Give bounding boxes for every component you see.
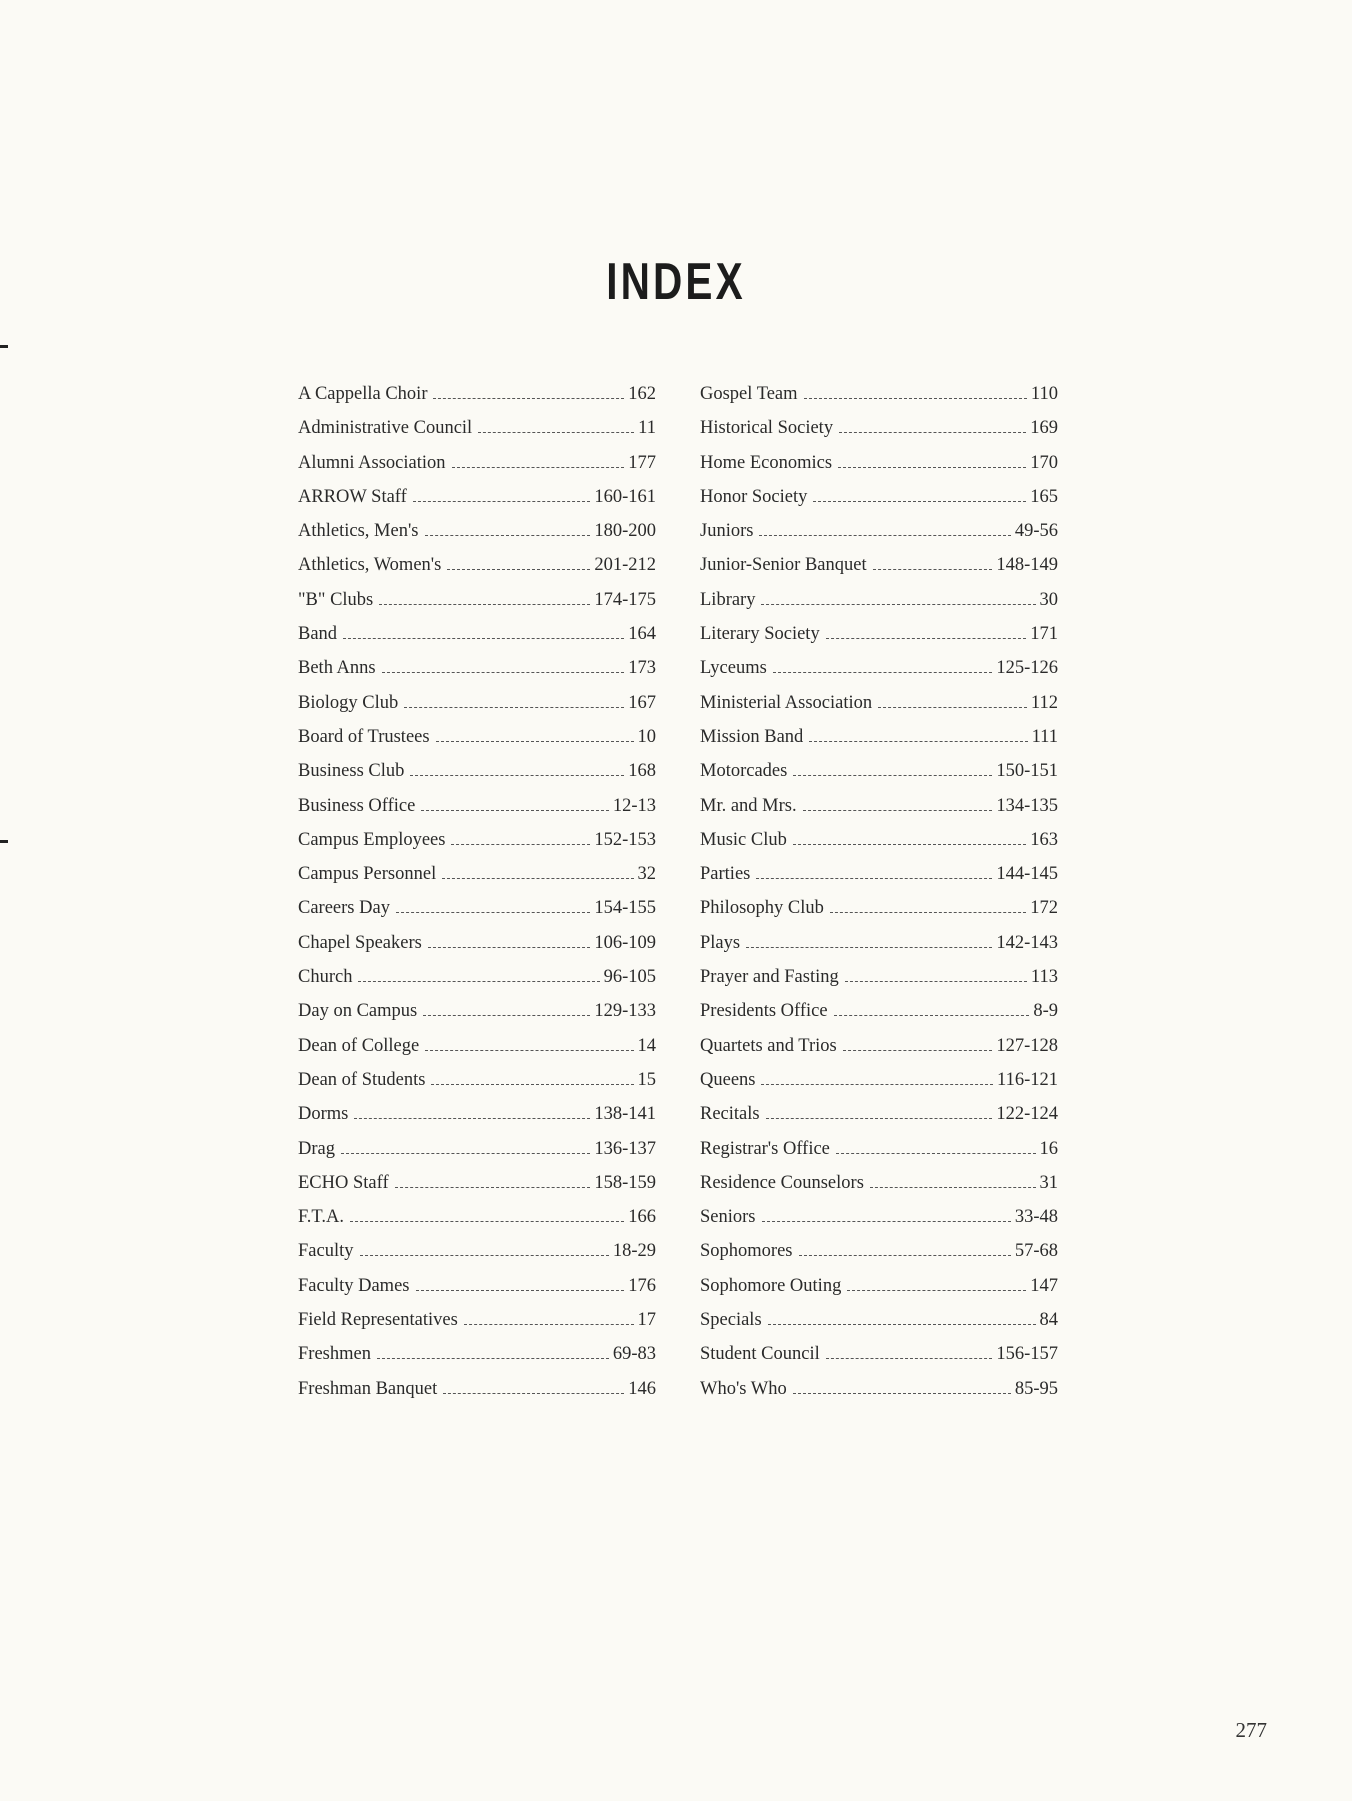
index-entry	[700, 1139, 1058, 1173]
dot-leader	[834, 1014, 1030, 1016]
index-entry	[700, 418, 1058, 452]
dot-leader	[413, 500, 591, 502]
dot-leader	[839, 431, 1026, 433]
dot-leader	[773, 671, 993, 673]
dot-leader	[436, 740, 634, 742]
dot-leader	[395, 1186, 591, 1188]
index-entry-name: Sophomore Outing	[700, 1275, 842, 1296]
dot-leader	[845, 980, 1027, 982]
index-entry-page: 156-157	[996, 1344, 1058, 1365]
dot-leader	[878, 706, 1027, 708]
dot-leader	[836, 1152, 1036, 1154]
index-entry	[298, 693, 656, 727]
index-entry-name: Who's Who	[700, 1378, 787, 1399]
index-entry	[298, 453, 656, 487]
index-entry	[298, 761, 656, 795]
index-entry-page: 14	[637, 1035, 656, 1056]
index-entry	[298, 418, 656, 452]
index-entry-page: 16	[1039, 1138, 1058, 1159]
index-entry	[700, 830, 1058, 864]
dot-leader	[404, 706, 624, 708]
index-entry	[298, 796, 656, 830]
index-entry-page: 33-48	[1014, 1207, 1058, 1228]
index-entry	[700, 1104, 1058, 1138]
index-entry	[298, 487, 656, 521]
index-entry	[700, 624, 1058, 658]
index-entry	[700, 487, 1058, 521]
index-entry	[700, 1070, 1058, 1104]
index-entry-name: Freshman Banquet	[298, 1378, 438, 1399]
index-entry-name: Drag	[298, 1138, 335, 1159]
index-entry-name: Philosophy Club	[700, 898, 824, 919]
index-entry-name: Careers Day	[298, 898, 390, 919]
index-entry	[700, 967, 1058, 1001]
dot-leader	[746, 946, 992, 948]
index-entry-page: 146	[628, 1378, 656, 1399]
index-entry-name: "B" Clubs	[298, 589, 374, 610]
index-entry-page: 168	[628, 761, 656, 782]
index-entry-name: Faculty	[298, 1241, 354, 1262]
index-entry-page: 112	[1030, 692, 1058, 713]
index-entry-page: 127-128	[996, 1035, 1058, 1056]
index-entry-page: 150-151	[996, 761, 1058, 782]
index-entry-page: 57-68	[1014, 1241, 1058, 1262]
index-entry-name: ARROW Staff	[298, 486, 407, 507]
dot-leader	[838, 466, 1026, 468]
index-entry-name: Faculty Dames	[298, 1275, 410, 1296]
index-entry-name: Dean of College	[298, 1035, 420, 1056]
index-entry-name: Athletics, Women's	[298, 555, 442, 576]
index-entry-name: Dean of Students	[298, 1069, 426, 1090]
index-entry-page: 148-149	[996, 555, 1058, 576]
dot-leader	[762, 1220, 1011, 1222]
index-entry-name: Alumni Association	[298, 452, 446, 473]
index-entry-name: Student Council	[700, 1344, 820, 1365]
index-entry	[298, 1173, 656, 1207]
index-entry-name: Field Representatives	[298, 1310, 458, 1331]
index-entry-name: Beth Anns	[298, 658, 376, 679]
dot-leader	[804, 397, 1027, 399]
index-entry	[700, 1036, 1058, 1070]
index-entry	[700, 1379, 1058, 1413]
index-entry-page: 111	[1031, 726, 1058, 747]
index-entry-page: 136-137	[594, 1138, 656, 1159]
index-entry-page: 174-175	[594, 589, 656, 610]
index-entry-name: Freshmen	[298, 1344, 371, 1365]
index-entry-name: Dorms	[298, 1104, 349, 1125]
index-entry-page: 134-135	[996, 795, 1058, 816]
index-entry-name: Ministerial Association	[700, 692, 873, 713]
index-entry	[700, 1001, 1058, 1035]
index-entry	[700, 590, 1058, 624]
index-entry	[298, 1104, 656, 1138]
index-entry-name: Seniors	[700, 1207, 756, 1228]
dot-leader	[761, 603, 1035, 605]
index-entry-page: 125-126	[996, 658, 1058, 679]
index-entry-page: 17	[637, 1310, 656, 1331]
index-entry	[700, 1310, 1058, 1344]
index-entry-name: Registrar's Office	[700, 1138, 830, 1159]
index-entry-page: 18-29	[612, 1241, 656, 1262]
index-entry-page: 154-155	[594, 898, 656, 919]
index-entry	[700, 521, 1058, 555]
index-entry	[700, 1276, 1058, 1310]
index-entry-page: 163	[1030, 829, 1058, 850]
dot-leader	[416, 1289, 625, 1291]
index-entry-name: Motorcades	[700, 761, 788, 782]
index-entry	[298, 1001, 656, 1035]
index-entry	[700, 693, 1058, 727]
dot-leader	[478, 431, 634, 433]
index-entry-name: Business Office	[298, 795, 416, 816]
index-entry-page: 110	[1030, 384, 1058, 404]
index-entry-name: Home Economics	[700, 452, 833, 473]
index-entry-page: 173	[628, 658, 656, 679]
dot-leader	[377, 1357, 609, 1359]
index-entry-name: Biology Club	[298, 692, 399, 713]
dot-leader	[843, 1049, 993, 1051]
index-entry-page: 158-159	[594, 1172, 656, 1193]
dot-leader	[870, 1186, 1036, 1188]
index-entry-name: A Cappella Choir	[298, 384, 428, 404]
index-entry-page: 49-56	[1014, 521, 1058, 542]
dot-leader	[768, 1323, 1036, 1325]
index-entry-name: Lyceums	[700, 658, 767, 679]
index-entry-name: Mr. and Mrs.	[700, 795, 797, 816]
index-entry	[700, 658, 1058, 692]
index-entry-page: 170	[1030, 452, 1058, 473]
index-entry-page: 162	[628, 384, 656, 404]
page-number: 277	[1235, 1718, 1267, 1742]
dot-leader	[793, 843, 1026, 845]
dot-leader	[766, 1117, 993, 1119]
index-entry-name: Literary Society	[700, 624, 820, 645]
dot-leader	[343, 637, 624, 639]
edge-mark-2	[0, 840, 8, 843]
index-entry-name: Juniors	[700, 521, 754, 542]
index-entry-page: 177	[628, 452, 656, 473]
dot-leader	[830, 911, 1026, 913]
index-entry	[700, 453, 1058, 487]
index-entry-name: Business Club	[298, 761, 405, 782]
index-entry-page: 122-124	[996, 1104, 1058, 1125]
index-entry-name: Library	[700, 589, 756, 610]
dot-leader	[813, 500, 1026, 502]
index-entry	[700, 898, 1058, 932]
index-entry-name: Administrative Council	[298, 418, 473, 439]
index-entry-page: 164	[628, 624, 656, 645]
index-column-right	[700, 384, 1058, 1413]
index-entry-name: Band	[298, 624, 338, 645]
index-entry	[298, 658, 656, 692]
index-entry	[298, 384, 656, 418]
index-entry-name: Church	[298, 967, 353, 988]
index-entry-page: 165	[1030, 486, 1058, 507]
index-entry-name: Campus Employees	[298, 829, 446, 850]
index-entry	[298, 521, 656, 555]
dot-leader	[423, 1014, 590, 1016]
index-entry-name: Historical Society	[700, 418, 834, 439]
index-entry	[298, 727, 656, 761]
index-entry	[298, 967, 656, 1001]
index-entry	[298, 830, 656, 864]
index-entry	[298, 1139, 656, 1173]
index-column-left	[298, 384, 656, 1413]
index-entry-page: 176	[628, 1275, 656, 1296]
index-entry-page: 142-143	[996, 932, 1058, 953]
index-entry	[700, 1207, 1058, 1241]
index-entry-page: 69-83	[612, 1344, 656, 1365]
dot-leader	[803, 809, 993, 811]
index-entry-page: 96-105	[603, 967, 656, 988]
index-entry-name: Presidents Office	[700, 1001, 828, 1022]
index-entry-page: 171	[1030, 624, 1058, 645]
edge-mark-1	[0, 345, 8, 348]
dot-leader	[421, 809, 609, 811]
index-entry-page: 30	[1039, 589, 1058, 610]
index-entry-name: Queens	[700, 1069, 756, 1090]
index-entry-page: 147	[1030, 1275, 1058, 1296]
index-entry	[298, 1379, 656, 1413]
index-entry-page: 32	[637, 864, 656, 885]
index-entry-name: Junior-Senior Banquet	[700, 555, 867, 576]
page-title: INDEX	[606, 253, 746, 311]
dot-leader	[826, 1357, 993, 1359]
index-entry-page: 169	[1030, 418, 1058, 439]
index-entry-name: Recitals	[700, 1104, 760, 1125]
index-entry	[298, 1207, 656, 1241]
dot-leader	[442, 877, 633, 879]
index-entry-page: 201-212	[594, 555, 656, 576]
index-entry	[700, 555, 1058, 589]
index-entry-page: 12-13	[612, 795, 656, 816]
index-entry	[298, 1276, 656, 1310]
index-entry	[700, 384, 1058, 418]
index-entry-page: 11	[638, 418, 656, 439]
index-entry-name: Parties	[700, 864, 751, 885]
index-entry	[298, 590, 656, 624]
dot-leader	[447, 568, 590, 570]
index-entry-name: Specials	[700, 1310, 762, 1331]
dot-leader	[341, 1152, 590, 1154]
dot-leader	[382, 671, 625, 673]
index-entry	[700, 1173, 1058, 1207]
index-entry-page: 152-153	[594, 829, 656, 850]
index-entry-page: 167	[628, 692, 656, 713]
index-entry-name: Day on Campus	[298, 1001, 418, 1022]
index-entry-page: 160-161	[594, 486, 656, 507]
index-entry	[298, 624, 656, 658]
index-entry	[298, 1070, 656, 1104]
index-entry-page: 8-9	[1033, 1001, 1058, 1022]
index-entry-name: Chapel Speakers	[298, 932, 422, 953]
index-entry-page: 113	[1030, 967, 1058, 988]
index-entry-page: 138-141	[594, 1104, 656, 1125]
index-entry	[298, 555, 656, 589]
index-entry	[298, 1241, 656, 1275]
index-entry-name: Quartets and Trios	[700, 1035, 837, 1056]
dot-leader	[425, 534, 591, 536]
index-entry-name: Honor Society	[700, 486, 808, 507]
index-entry-name: Music Club	[700, 829, 787, 850]
index-entry-page: 106-109	[594, 932, 656, 953]
index-entry-page: 129-133	[594, 1001, 656, 1022]
index-entry	[700, 761, 1058, 795]
dot-leader	[793, 774, 992, 776]
dot-leader	[826, 637, 1027, 639]
dot-leader	[873, 568, 993, 570]
dot-leader	[431, 1083, 633, 1085]
index-entry-name: Athletics, Men's	[298, 521, 419, 542]
index-entry-page: 144-145	[996, 864, 1058, 885]
index-entry	[700, 1241, 1058, 1275]
index-entry	[700, 1344, 1058, 1378]
dot-leader	[428, 946, 591, 948]
dot-leader	[452, 466, 625, 468]
dot-leader	[847, 1289, 1026, 1291]
dot-leader	[793, 1392, 1011, 1394]
index-entry	[700, 864, 1058, 898]
index-entry-name: Gospel Team	[700, 384, 798, 404]
index-entry	[700, 933, 1058, 967]
dot-leader	[443, 1392, 624, 1394]
index-entry	[298, 898, 656, 932]
index-entry-page: 84	[1039, 1310, 1058, 1331]
index-entry	[700, 727, 1058, 761]
dot-leader	[425, 1049, 633, 1051]
index-entry-name: Prayer and Fasting	[700, 967, 839, 988]
index-entry-name: ECHO Staff	[298, 1172, 389, 1193]
dot-leader	[358, 980, 599, 982]
index-entry	[298, 933, 656, 967]
index-entry-page: 15	[637, 1069, 656, 1090]
dot-leader	[464, 1323, 634, 1325]
dot-leader	[761, 1083, 993, 1085]
index-entry	[298, 864, 656, 898]
index-entry-name: F.T.A.	[298, 1207, 344, 1228]
dot-leader	[759, 534, 1010, 536]
dot-leader	[799, 1254, 1011, 1256]
index-entry	[298, 1310, 656, 1344]
index-entry-name: Plays	[700, 932, 741, 953]
index-entry	[298, 1344, 656, 1378]
dot-leader	[350, 1220, 624, 1222]
index-entry-name: Board of Trustees	[298, 726, 430, 747]
index-entry-page: 10	[637, 726, 656, 747]
dot-leader	[756, 877, 992, 879]
index-entry-name: Sophomores	[700, 1241, 793, 1262]
index-entry	[700, 796, 1058, 830]
dot-leader	[433, 397, 624, 399]
index-entry-page: 180-200	[594, 521, 656, 542]
index-entry-name: Residence Counselors	[700, 1172, 864, 1193]
dot-leader	[360, 1254, 609, 1256]
index-entry-name: Mission Band	[700, 726, 804, 747]
dot-leader	[410, 774, 624, 776]
index-entry-name: Campus Personnel	[298, 864, 437, 885]
index-entry-page: 166	[628, 1207, 656, 1228]
index-entry-page: 172	[1030, 898, 1058, 919]
index-entry-page: 31	[1039, 1172, 1058, 1193]
index-entry-page: 116-121	[997, 1069, 1058, 1090]
index-entry-page: 85-95	[1014, 1378, 1058, 1399]
dot-leader	[451, 843, 590, 845]
dot-leader	[379, 603, 590, 605]
dot-leader	[809, 740, 1027, 742]
dot-leader	[354, 1117, 590, 1119]
index-entry	[298, 1036, 656, 1070]
dot-leader	[396, 911, 590, 913]
